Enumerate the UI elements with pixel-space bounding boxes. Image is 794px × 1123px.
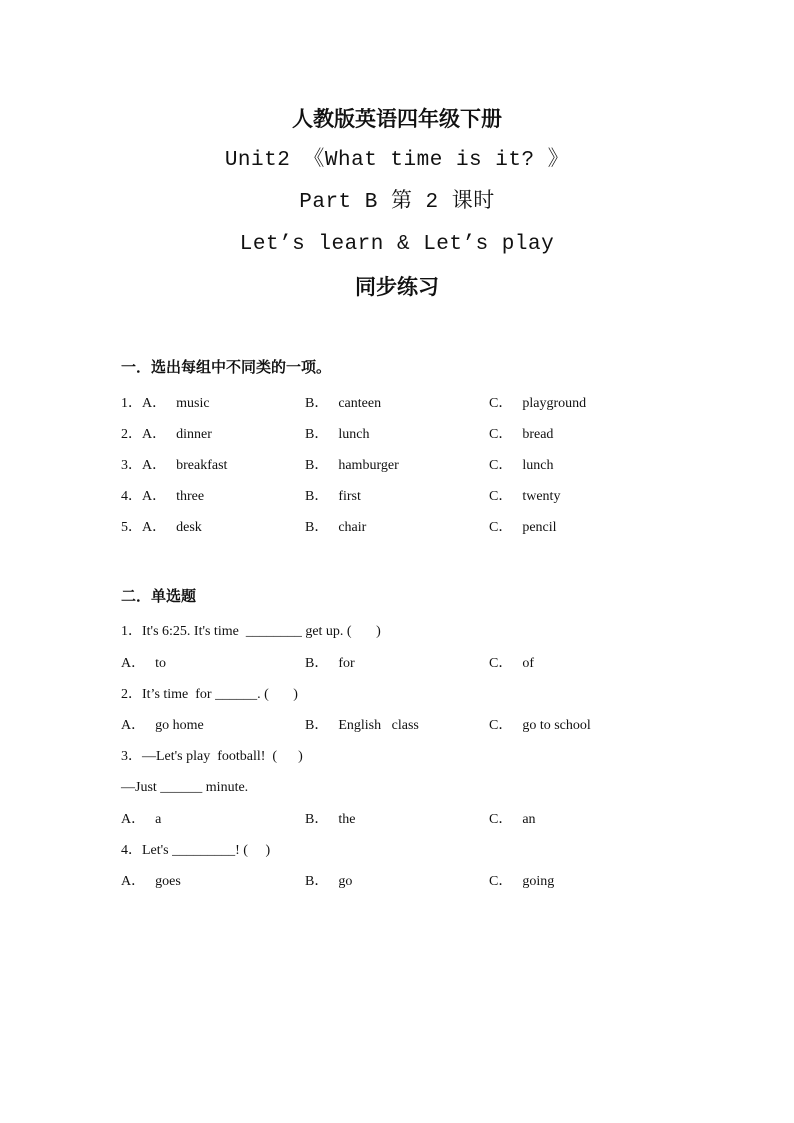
option-label: C． bbox=[489, 396, 513, 411]
option-text: lunch bbox=[338, 427, 370, 442]
option-label: 3．A． bbox=[121, 458, 167, 473]
section-2-heading: 二．单选题 bbox=[121, 587, 197, 605]
title-unit: Unit2 《What time is it? 》 bbox=[224, 149, 570, 172]
option-label: A． bbox=[121, 874, 146, 889]
option-text: an bbox=[522, 812, 536, 827]
option-label: 1．A． bbox=[121, 396, 167, 411]
option-a bbox=[121, 653, 166, 675]
option-label: C． bbox=[489, 874, 513, 889]
option-b bbox=[305, 393, 381, 415]
option-text: desk bbox=[176, 520, 202, 535]
option-label: B． bbox=[305, 458, 329, 473]
option-text: dinner bbox=[176, 427, 212, 442]
option-a bbox=[121, 393, 210, 415]
option-c bbox=[489, 455, 553, 477]
option-label: B． bbox=[305, 427, 329, 442]
option-b bbox=[305, 486, 361, 508]
option-c bbox=[489, 517, 557, 539]
option-text: go to school bbox=[522, 718, 591, 733]
section-1-row bbox=[121, 455, 741, 477]
option-c bbox=[489, 871, 554, 893]
option-b bbox=[305, 871, 352, 893]
question-2-options bbox=[121, 715, 741, 737]
option-b bbox=[305, 455, 399, 477]
option-label: A． bbox=[121, 718, 146, 733]
option-text: go home bbox=[155, 718, 204, 733]
option-text: goes bbox=[155, 874, 181, 889]
section-1-row bbox=[121, 424, 741, 446]
option-a bbox=[121, 455, 227, 477]
option-label: 5．A． bbox=[121, 520, 167, 535]
section-1-heading: 一．选出每组中不同类的一项。 bbox=[121, 358, 332, 376]
option-a bbox=[121, 517, 202, 539]
option-label: A． bbox=[121, 812, 146, 827]
option-a bbox=[121, 809, 161, 831]
option-a bbox=[121, 486, 204, 508]
option-text: to bbox=[155, 656, 167, 671]
option-label: B． bbox=[305, 520, 329, 535]
option-label: B． bbox=[305, 874, 329, 889]
option-text: pencil bbox=[522, 520, 557, 535]
option-text: of bbox=[522, 656, 535, 671]
option-label: A． bbox=[121, 656, 146, 671]
option-c bbox=[489, 653, 534, 675]
option-c bbox=[489, 809, 536, 831]
section-1-row bbox=[121, 486, 741, 508]
option-label: C． bbox=[489, 489, 513, 504]
option-label: C． bbox=[489, 656, 513, 671]
option-text: first bbox=[338, 489, 361, 504]
option-b bbox=[305, 715, 419, 737]
option-c bbox=[489, 393, 586, 415]
option-label: B． bbox=[305, 656, 329, 671]
option-text: music bbox=[176, 396, 210, 411]
option-a bbox=[121, 424, 212, 446]
question-4-options bbox=[121, 871, 741, 893]
option-text: lunch bbox=[522, 458, 554, 473]
option-label: C． bbox=[489, 458, 513, 473]
option-label: C． bbox=[489, 812, 513, 827]
option-text: go bbox=[338, 874, 353, 889]
option-text: for bbox=[338, 656, 355, 671]
question-3-text-line2: —Just ______ minute. bbox=[121, 780, 249, 795]
title-book: 人教版英语四年级下册 bbox=[292, 107, 502, 131]
option-text: twenty bbox=[522, 489, 561, 504]
option-text: chair bbox=[338, 520, 367, 535]
option-label: 4．A． bbox=[121, 489, 167, 504]
option-a bbox=[121, 871, 181, 893]
option-text: three bbox=[176, 489, 205, 504]
question-4-text: 4．Let's _________! ( ) bbox=[121, 843, 271, 858]
option-c bbox=[489, 424, 553, 446]
document-title bbox=[0, 98, 794, 308]
option-text: the bbox=[338, 812, 356, 827]
option-text: canteen bbox=[338, 396, 382, 411]
option-c bbox=[489, 715, 591, 737]
option-text: English class bbox=[338, 718, 419, 733]
option-label: B． bbox=[305, 718, 329, 733]
option-text: hamburger bbox=[338, 458, 399, 473]
question-1-text: 1．It's 6:25. It's time ________ get up. ( ) bbox=[121, 624, 381, 639]
option-text: playground bbox=[522, 396, 587, 411]
title-part: Part B 第 2 课时 bbox=[299, 191, 495, 214]
title-lesson: Let’s learn & Let’s play bbox=[239, 233, 555, 256]
section-1-row bbox=[121, 393, 741, 415]
option-label: C． bbox=[489, 427, 513, 442]
question-2-text: 2．It’s time for ______. ( ) bbox=[121, 687, 298, 702]
option-c bbox=[489, 486, 560, 508]
question-3-text: 3．—Let's play football! ( ) bbox=[121, 749, 303, 764]
option-label: B． bbox=[305, 396, 329, 411]
option-b bbox=[305, 809, 355, 831]
option-text: bread bbox=[522, 427, 554, 442]
option-label: C． bbox=[489, 520, 513, 535]
option-b bbox=[305, 653, 355, 675]
option-a bbox=[121, 715, 204, 737]
option-label: B． bbox=[305, 489, 329, 504]
option-b bbox=[305, 424, 369, 446]
option-label: 2．A． bbox=[121, 427, 167, 442]
section-1-row bbox=[121, 517, 741, 539]
option-text: a bbox=[155, 812, 162, 827]
option-text: breakfast bbox=[176, 458, 228, 473]
question-3-options bbox=[121, 809, 741, 831]
option-label: B． bbox=[305, 812, 329, 827]
title-practice: 同步练习 bbox=[355, 275, 439, 299]
option-b bbox=[305, 517, 366, 539]
option-label: C． bbox=[489, 718, 513, 733]
question-1-options bbox=[121, 653, 741, 675]
option-text: going bbox=[522, 874, 555, 889]
